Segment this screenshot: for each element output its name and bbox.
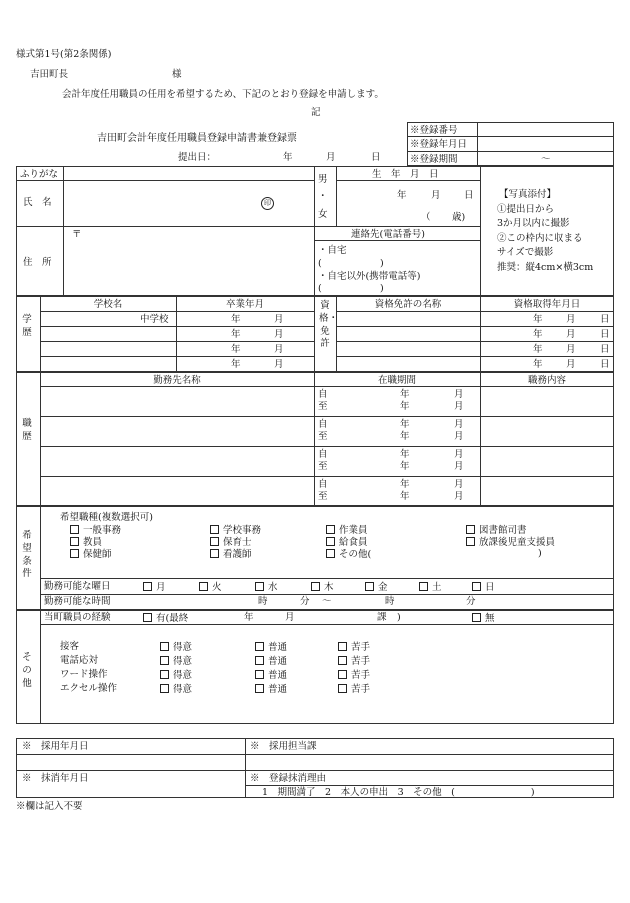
age-open: （ <box>421 212 431 223</box>
day-checkbox-label: 日 <box>485 582 495 593</box>
submit-day: 日 <box>371 152 381 163</box>
hope-side: 希望条件 <box>22 530 32 580</box>
gender-male: 男 <box>318 174 328 185</box>
work-side: 職歴 <box>22 418 32 442</box>
checkbox[interactable] <box>210 537 219 546</box>
job-lunch-label: 給食員 <box>339 537 368 548</box>
skill-good[interactable] <box>160 642 192 653</box>
rule-line <box>245 785 614 786</box>
days-label: 勤務可能な曜日 <box>44 581 111 592</box>
photo-title: 【写真添付】 <box>499 189 557 200</box>
job-lunch[interactable] <box>326 537 368 548</box>
job-public-nurse-label: 保健師 <box>83 549 112 560</box>
period-from: 自 <box>318 419 328 430</box>
rule-line <box>314 240 480 241</box>
skill-normal[interactable] <box>255 642 287 653</box>
exp-year: 年 <box>244 612 254 623</box>
rule-line <box>407 151 614 152</box>
checkbox[interactable] <box>338 642 347 651</box>
day-checkbox[interactable] <box>472 582 495 593</box>
skill-good-label: 得意 <box>173 670 193 681</box>
checkbox[interactable] <box>365 582 374 591</box>
hire-date-label: ※ 採用年月日 <box>22 741 89 752</box>
rule-line <box>40 578 614 579</box>
grad-year: 年 <box>231 344 241 355</box>
day-checkbox-label: 土 <box>432 582 442 593</box>
skill-poor-label: 苦手 <box>351 656 371 667</box>
submit-month: 月 <box>326 152 336 163</box>
skill-normal-label: 普通 <box>268 684 288 695</box>
checkbox[interactable] <box>160 656 169 665</box>
checkbox[interactable] <box>255 670 264 679</box>
del-reason-label: ※ 登録抹消理由 <box>250 773 327 784</box>
skill-good-label: 得意 <box>173 642 193 653</box>
job-school-office[interactable] <box>210 525 261 536</box>
grad-year: 年 <box>231 314 241 325</box>
paren-close: ) <box>380 283 384 294</box>
rule-line <box>336 311 614 312</box>
from-year: 年 <box>400 449 410 460</box>
checkbox[interactable] <box>472 582 481 591</box>
qual-month: 月 <box>566 344 576 355</box>
qual-day: 日 <box>600 359 610 370</box>
rule-line <box>40 476 614 477</box>
rule-line <box>314 296 315 372</box>
job-other-label: その他( <box>339 549 372 560</box>
grad-year: 年 <box>231 329 241 340</box>
submit-date-label: 提出日： <box>178 152 217 163</box>
job-teacher-label: 教員 <box>83 537 103 548</box>
to-month: 月 <box>454 461 464 472</box>
qual-day: 日 <box>600 344 610 355</box>
personal-info-block <box>16 166 614 296</box>
birth-month: 月 <box>431 190 441 201</box>
gender-dot: ・ <box>318 191 328 202</box>
checkbox[interactable] <box>160 684 169 693</box>
period-from: 自 <box>318 389 328 400</box>
minute-unit: 分 <box>466 596 476 607</box>
checkbox[interactable] <box>466 537 475 546</box>
skill-good[interactable] <box>160 656 192 667</box>
checkbox[interactable] <box>326 525 335 534</box>
checkbox[interactable] <box>160 670 169 679</box>
day-checkbox-label: 月 <box>156 582 166 593</box>
junior-high-label: 中学校 <box>140 314 169 325</box>
rule-line <box>16 180 314 181</box>
intro-sentence: 会計年度任用職員の任用を希望するため、下記のとおり登録を申請します。 <box>62 89 384 100</box>
skill-label: ワード操作 <box>60 669 108 680</box>
job-after-school-label: 放課後児童支援員 <box>479 537 556 548</box>
job-general-office[interactable] <box>70 525 121 536</box>
del-date-label: ※ 抹消年月日 <box>22 773 89 784</box>
time-wave: ～ <box>322 596 332 607</box>
checkbox[interactable] <box>326 537 335 546</box>
qual-day: 日 <box>600 329 610 340</box>
exp-no-label: 無 <box>485 613 495 624</box>
qual-month: 月 <box>566 359 576 370</box>
paren-open: ( <box>318 283 322 294</box>
contact-home: ・自宅 <box>318 245 347 256</box>
rule-line <box>336 166 337 226</box>
rule-line <box>16 754 614 755</box>
birth-day: 日 <box>464 190 474 201</box>
rule-line <box>477 122 478 166</box>
from-year: 年 <box>400 479 410 490</box>
checkbox[interactable] <box>338 656 347 665</box>
day-checkbox-label: 火 <box>212 582 222 593</box>
from-month: 月 <box>454 479 464 490</box>
other-block <box>16 610 614 724</box>
checkbox[interactable] <box>326 549 335 558</box>
from-month: 月 <box>454 419 464 430</box>
skill-poor-label: 苦手 <box>351 670 371 681</box>
job-worker[interactable] <box>326 525 368 536</box>
address-label: 住 所 <box>23 257 52 268</box>
job-public-nurse[interactable] <box>70 549 112 560</box>
exp-label: 当町職員の経験 <box>44 612 111 623</box>
skill-normal[interactable] <box>255 670 287 681</box>
rule-line <box>336 180 480 181</box>
rule-line <box>480 372 481 506</box>
period-from: 自 <box>318 479 328 490</box>
qual-side: 資格・免許 <box>319 300 339 350</box>
job-teacher[interactable] <box>70 537 102 548</box>
skill-label: エクセル操作 <box>60 683 118 694</box>
period-to: 至 <box>318 461 328 472</box>
rule-line <box>40 610 41 724</box>
day-checkbox[interactable] <box>143 582 166 593</box>
qual-day: 日 <box>600 314 610 325</box>
hour-unit: 時 <box>258 596 268 607</box>
checkbox[interactable] <box>70 537 79 546</box>
skill-poor-label: 苦手 <box>351 684 371 695</box>
skill-normal-label: 普通 <box>268 670 288 681</box>
paren-close: ) <box>380 258 384 269</box>
job-worker-label: 作業員 <box>339 525 368 536</box>
photo-line5: 推奨：縦4cm×横3cm <box>497 262 594 273</box>
rule-line <box>40 594 614 595</box>
grad-month: 月 <box>274 329 284 340</box>
grad-month: 月 <box>274 359 284 370</box>
checkbox[interactable] <box>210 525 219 534</box>
rule-line <box>40 372 41 506</box>
ki-mark: 記 <box>311 107 321 118</box>
checkbox[interactable] <box>311 582 320 591</box>
seal-mark: 印 <box>261 197 274 210</box>
qual-year: 年 <box>533 344 543 355</box>
work-history-block <box>16 372 614 506</box>
education-side: 学歴 <box>22 314 32 338</box>
to-year: 年 <box>400 431 410 442</box>
skill-good-label: 得意 <box>173 656 193 667</box>
day-checkbox-label: 金 <box>378 582 388 593</box>
checkbox[interactable] <box>70 549 79 558</box>
birth-title: 生 年 月 日 <box>372 169 439 180</box>
skill-normal-label: 普通 <box>268 656 288 667</box>
rule-line <box>336 326 614 327</box>
skill-label: 接客 <box>60 641 80 652</box>
rule-line <box>16 770 614 771</box>
day-checkbox-label: 水 <box>268 582 278 593</box>
del-reasons: 1 期間満了 2 本人の申出 3 その他 ( ) <box>262 787 535 798</box>
skill-label: 電話応対 <box>60 655 99 666</box>
contact-other: ・自宅以外(携帯電話等) <box>318 271 421 282</box>
skill-poor[interactable] <box>338 684 370 695</box>
skill-poor[interactable] <box>338 642 370 653</box>
checkbox[interactable] <box>419 582 428 591</box>
period-to: 至 <box>318 491 328 502</box>
rule-line <box>40 326 314 327</box>
reg-date-label: ※登録年月日 <box>410 139 468 150</box>
qual-month: 月 <box>566 314 576 325</box>
qual-year: 年 <box>533 329 543 340</box>
checkbox[interactable] <box>255 582 264 591</box>
minute-unit: 分 <box>300 596 310 607</box>
name-label: 氏 名 <box>23 197 52 208</box>
to-month: 月 <box>454 491 464 502</box>
from-month: 月 <box>454 449 464 460</box>
day-checkbox[interactable] <box>311 582 334 593</box>
job-title: 希望職種(複数選択可) <box>60 512 153 523</box>
from-month: 月 <box>454 389 464 400</box>
rule-line <box>40 311 314 312</box>
qual-year: 年 <box>533 314 543 325</box>
contact-title: 連絡先(電話番号) <box>351 229 425 240</box>
day-checkbox-label: 木 <box>324 582 334 593</box>
checkbox[interactable] <box>255 642 264 651</box>
exp-yes[interactable] <box>143 613 188 624</box>
checkbox[interactable] <box>210 549 219 558</box>
job-nursery-label: 保育士 <box>223 537 252 548</box>
footnote: ※欄は記入不要 <box>16 801 83 812</box>
day-checkbox[interactable] <box>419 582 442 593</box>
rule-line <box>314 372 315 506</box>
checkbox[interactable] <box>466 525 475 534</box>
photo-line4: サイズで撮影 <box>497 247 554 258</box>
job-general-office-label: 一般事務 <box>83 525 122 536</box>
photo-line1: ①提出日から <box>497 204 555 215</box>
rule-line <box>336 341 614 342</box>
qual-year: 年 <box>533 359 543 370</box>
skill-good-label: 得意 <box>173 684 193 695</box>
employer-header: 勤務先名称 <box>153 375 201 386</box>
age-unit: 歳) <box>452 212 466 223</box>
skill-good[interactable] <box>160 670 192 681</box>
grad-year: 年 <box>231 359 241 370</box>
grad-month: 月 <box>274 314 284 325</box>
job-after-school[interactable] <box>466 537 555 548</box>
qual-month: 月 <box>566 329 576 340</box>
job-nurse-label: 看護師 <box>223 549 252 560</box>
job-nurse[interactable] <box>210 549 252 560</box>
skill-normal[interactable] <box>255 684 287 695</box>
reg-period-tilde: ～ <box>541 154 551 165</box>
submit-year: 年 <box>283 152 293 163</box>
day-checkbox[interactable] <box>255 582 278 593</box>
skill-poor-label: 苦手 <box>351 642 371 653</box>
rule-line <box>407 136 614 137</box>
job-other-close: ) <box>538 548 542 559</box>
form-number: 様式第1号(第2条関係) <box>16 49 112 60</box>
rule-line <box>480 166 481 296</box>
period-to: 至 <box>318 431 328 442</box>
rule-line <box>245 738 246 798</box>
postal-mark: 〒 <box>72 229 82 240</box>
grad-header: 卒業年月 <box>225 299 264 310</box>
to-month: 月 <box>454 401 464 412</box>
rule-line <box>314 166 315 296</box>
qual-date-header: 資格取得年月日 <box>513 299 581 310</box>
other-side: その他 <box>22 652 32 689</box>
furigana-label: ふりがな <box>20 169 59 180</box>
rule-line <box>40 416 614 417</box>
checkbox[interactable] <box>70 525 79 534</box>
photo-line2: 3か月以内に撮影 <box>497 218 570 229</box>
rule-line <box>40 356 314 357</box>
from-year: 年 <box>400 419 410 430</box>
exp-month: 月 <box>285 612 295 623</box>
checkbox[interactable] <box>160 642 169 651</box>
checkbox[interactable] <box>199 582 208 591</box>
checkbox[interactable] <box>338 684 347 693</box>
skill-poor[interactable] <box>338 656 370 667</box>
exp-close: ) <box>397 612 401 623</box>
rule-line <box>16 226 480 227</box>
school-header: 学校名 <box>93 299 123 310</box>
job-nursery[interactable] <box>210 537 252 548</box>
period-to: 至 <box>318 401 328 412</box>
job-librarian[interactable] <box>466 525 527 536</box>
birth-year: 年 <box>397 190 407 201</box>
rule-line <box>40 341 314 342</box>
skill-poor[interactable] <box>338 670 370 681</box>
reg-period-label: ※登録期間 <box>410 154 458 165</box>
grad-month: 月 <box>274 344 284 355</box>
form-title: 吉田町会計年度任用職員登録申請書兼登録票 <box>97 133 297 144</box>
exp-yes-label: 有(最終 <box>156 613 189 624</box>
gender-female: 女 <box>318 209 328 220</box>
to-year: 年 <box>400 461 410 472</box>
paren-open: ( <box>318 258 322 269</box>
checkbox[interactable] <box>143 582 152 591</box>
from-year: 年 <box>400 389 410 400</box>
period-from: 自 <box>318 449 328 460</box>
hour-unit: 時 <box>385 596 395 607</box>
checkbox[interactable] <box>143 613 152 622</box>
checkbox[interactable] <box>255 684 264 693</box>
addressee: 吉田町長 <box>30 69 69 80</box>
job-school-office-label: 学校事務 <box>223 525 262 536</box>
job-librarian-label: 図書館司書 <box>479 525 527 536</box>
checkbox[interactable] <box>255 656 264 665</box>
to-year: 年 <box>400 491 410 502</box>
day-checkbox[interactable] <box>199 582 222 593</box>
honorific: 様 <box>172 69 182 80</box>
photo-line3: ②この枠内に収まる <box>497 233 583 244</box>
rule-line <box>40 446 614 447</box>
reg-no-label: ※登録番号 <box>410 125 458 136</box>
exp-dept: 課 <box>377 612 387 623</box>
job-other[interactable] <box>326 549 371 560</box>
exp-no[interactable] <box>472 613 495 624</box>
skill-normal[interactable] <box>255 656 287 667</box>
hire-staff-label: ※ 採用担当課 <box>250 741 317 752</box>
rule-line <box>40 386 614 387</box>
content-header: 職務内容 <box>527 375 566 386</box>
qual-name-header: 資格免許の名称 <box>374 299 442 310</box>
rule-line <box>336 356 614 357</box>
period-header: 在職期間 <box>377 375 416 386</box>
rule-line <box>40 624 614 625</box>
rule-line <box>63 166 64 296</box>
to-year: 年 <box>400 401 410 412</box>
skill-good[interactable] <box>160 684 192 695</box>
hours-label: 勤務可能な時間 <box>44 596 111 607</box>
checkbox[interactable] <box>472 613 481 622</box>
checkbox[interactable] <box>338 670 347 679</box>
skill-normal-label: 普通 <box>268 642 288 653</box>
day-checkbox[interactable] <box>365 582 388 593</box>
to-month: 月 <box>454 431 464 442</box>
